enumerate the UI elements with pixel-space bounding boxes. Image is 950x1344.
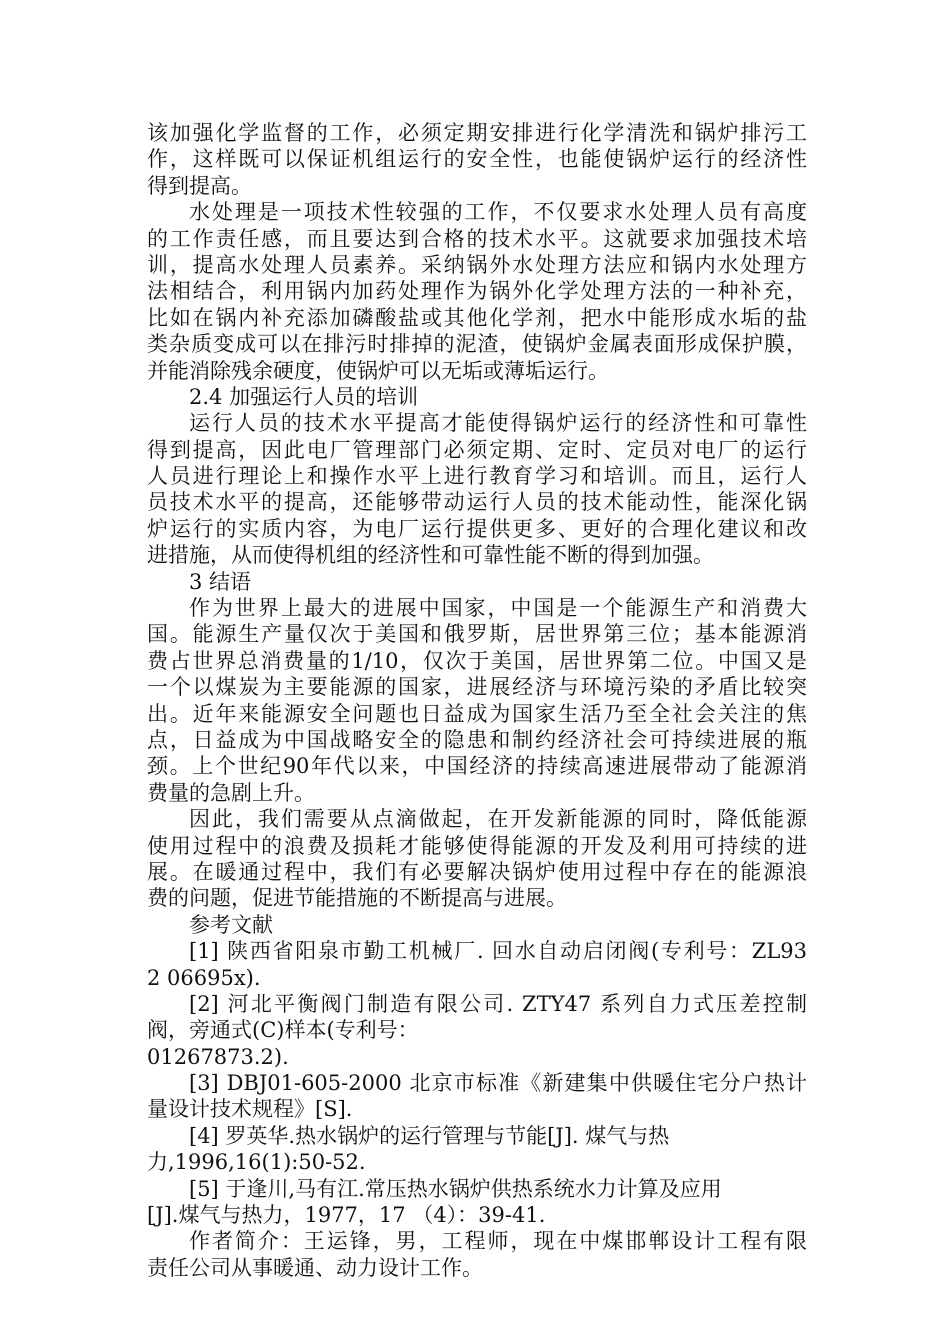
text-line: 2 06695x). [147, 965, 261, 990]
text-line: 因此，我们需要从点滴做起，在开发新能源的同时，降低能源 [189, 807, 807, 832]
text-line: 该加强化学监督的工作，必须定期安排进行化学清洗和锅炉排污工 [147, 121, 807, 145]
text-line: 作者简介：王运锋，男，工程师，现在中煤邯郸设计工程有限 [189, 1229, 807, 1254]
text-line: [5] 于逢川,马有江.常压热水锅炉供热系统水力计算及应用 [189, 1176, 722, 1201]
text-line: 量设计技术规程》[S]. [147, 1097, 353, 1122]
text-line: 水处理是一项技术性较强的工作，不仅要求水处理人员有高度 [189, 200, 807, 225]
text-line: 出。近年来能源安全问题也日益成为国家生活乃至全社会关注的焦 [147, 701, 807, 726]
text-line: 训，提高水处理人员素养。采纳锅外水处理方法应和锅内水处理方 [147, 252, 807, 277]
text-line: 展。在暖通过程中，我们有必要解决锅炉使用过程中存在的能源浪 [147, 859, 807, 884]
text-line: 一个以煤炭为主要能源的国家，进展经济与环境污染的矛盾比较突 [147, 675, 807, 700]
text-line: [3] DBJ01-605-2000 北京市标准《新建集中供暖住宅分户热计 [189, 1071, 807, 1096]
text-line: [2] 河北平衡阀门制造有限公司. ZTY47 系列自力式压差控制 [189, 991, 807, 1016]
text-line: 力,1996,16(1):50-52. [147, 1150, 366, 1175]
document-body [147, 120, 807, 1281]
text-line: 的工作责任感，而且要达到合格的技术水平。这就要求加强技术培 [147, 226, 807, 251]
text-line: 得到提高，因此电厂管理部门必须定期、定时、定员对电厂的运行 [147, 437, 807, 462]
text-line: 01267873.2). [147, 1044, 289, 1069]
text-line: 2.4 加强运行人员的培训 [189, 384, 419, 409]
text-line: 费的问题，促进节能措施的不断提高与进展。 [147, 886, 567, 911]
text-line: 点，日益成为中国战略安全的隐患和制约经济社会可持续进展的瓶 [147, 727, 807, 752]
text-line: 并能消除残余硬度，使锅炉可以无垢或薄垢运行。 [147, 358, 609, 383]
text-line: 责任公司从事暖通、动力设计工作。 [147, 1255, 483, 1280]
text-line: 员技术水平的提高，还能够带动运行人员的技术能动性，能深化锅 [147, 490, 807, 515]
text-line: 进措施，从而使得机组的经济性和可靠性能不断的得到加强。 [147, 543, 714, 568]
text-line: [4] 罗英华.热水锅炉的运行管理与节能[J]. 煤气与热 [189, 1123, 670, 1148]
text-line: 参考文献 [189, 912, 273, 937]
text-line: [J].煤气与热力，1977，17 （4）：39-41. [147, 1203, 546, 1228]
text-line: 费量的急剧上升。 [147, 780, 315, 805]
text-line: 作为世界上最大的进展中国家，中国是一个能源生产和消费大 [189, 596, 807, 621]
text-line: 类杂质变成可以在排污时排掉的泥渣，使锅炉金属表面形成保护膜， [147, 332, 807, 357]
text-line: 人员进行理论上和操作水平上进行教育学习和培训。而且，运行人 [147, 464, 807, 489]
text-line: 法相结合，利用锅内加药处理作为锅外化学处理方法的一种补充， [147, 279, 807, 304]
text-line: 国。能源生产量仅次于美国和俄罗斯，居世界第三位；基本能源消 [147, 622, 807, 647]
text-line: 使用过程中的浪费及损耗才能够使得能源的开发及利用可持续的进 [147, 833, 807, 858]
text-line: 炉运行的实质内容，为电厂运行提供更多、更好的合理化建议和改 [147, 516, 807, 541]
text-line: 得到提高。 [147, 173, 252, 198]
text-line: 运行人员的技术水平提高才能使得锅炉运行的经济性和可靠性 [189, 411, 807, 436]
text-line: 比如在锅内补充添加磷酸盐或其他化学剂，把水中能形成水垢的盐 [147, 305, 807, 330]
text-line: 3 结语 [189, 569, 252, 594]
text-line: 颈。上个世纪90年代以来，中国经济的持续高速进展带动了能源消 [147, 754, 807, 779]
text-line: 费占世界总消费量的1/10，仅次于美国，居世界第二位。中国又是 [147, 648, 807, 673]
text-line: 阀，旁通式(C)样本(专利号： [147, 1018, 419, 1043]
text-line: [1] 陕西省阳泉市勤工机械厂. 回水自动启闭阀(专利号：ZL93 [189, 939, 807, 964]
text-line: 作，这样既可以保证机组运行的安全性，也能使锅炉运行的经济性 [147, 147, 807, 172]
